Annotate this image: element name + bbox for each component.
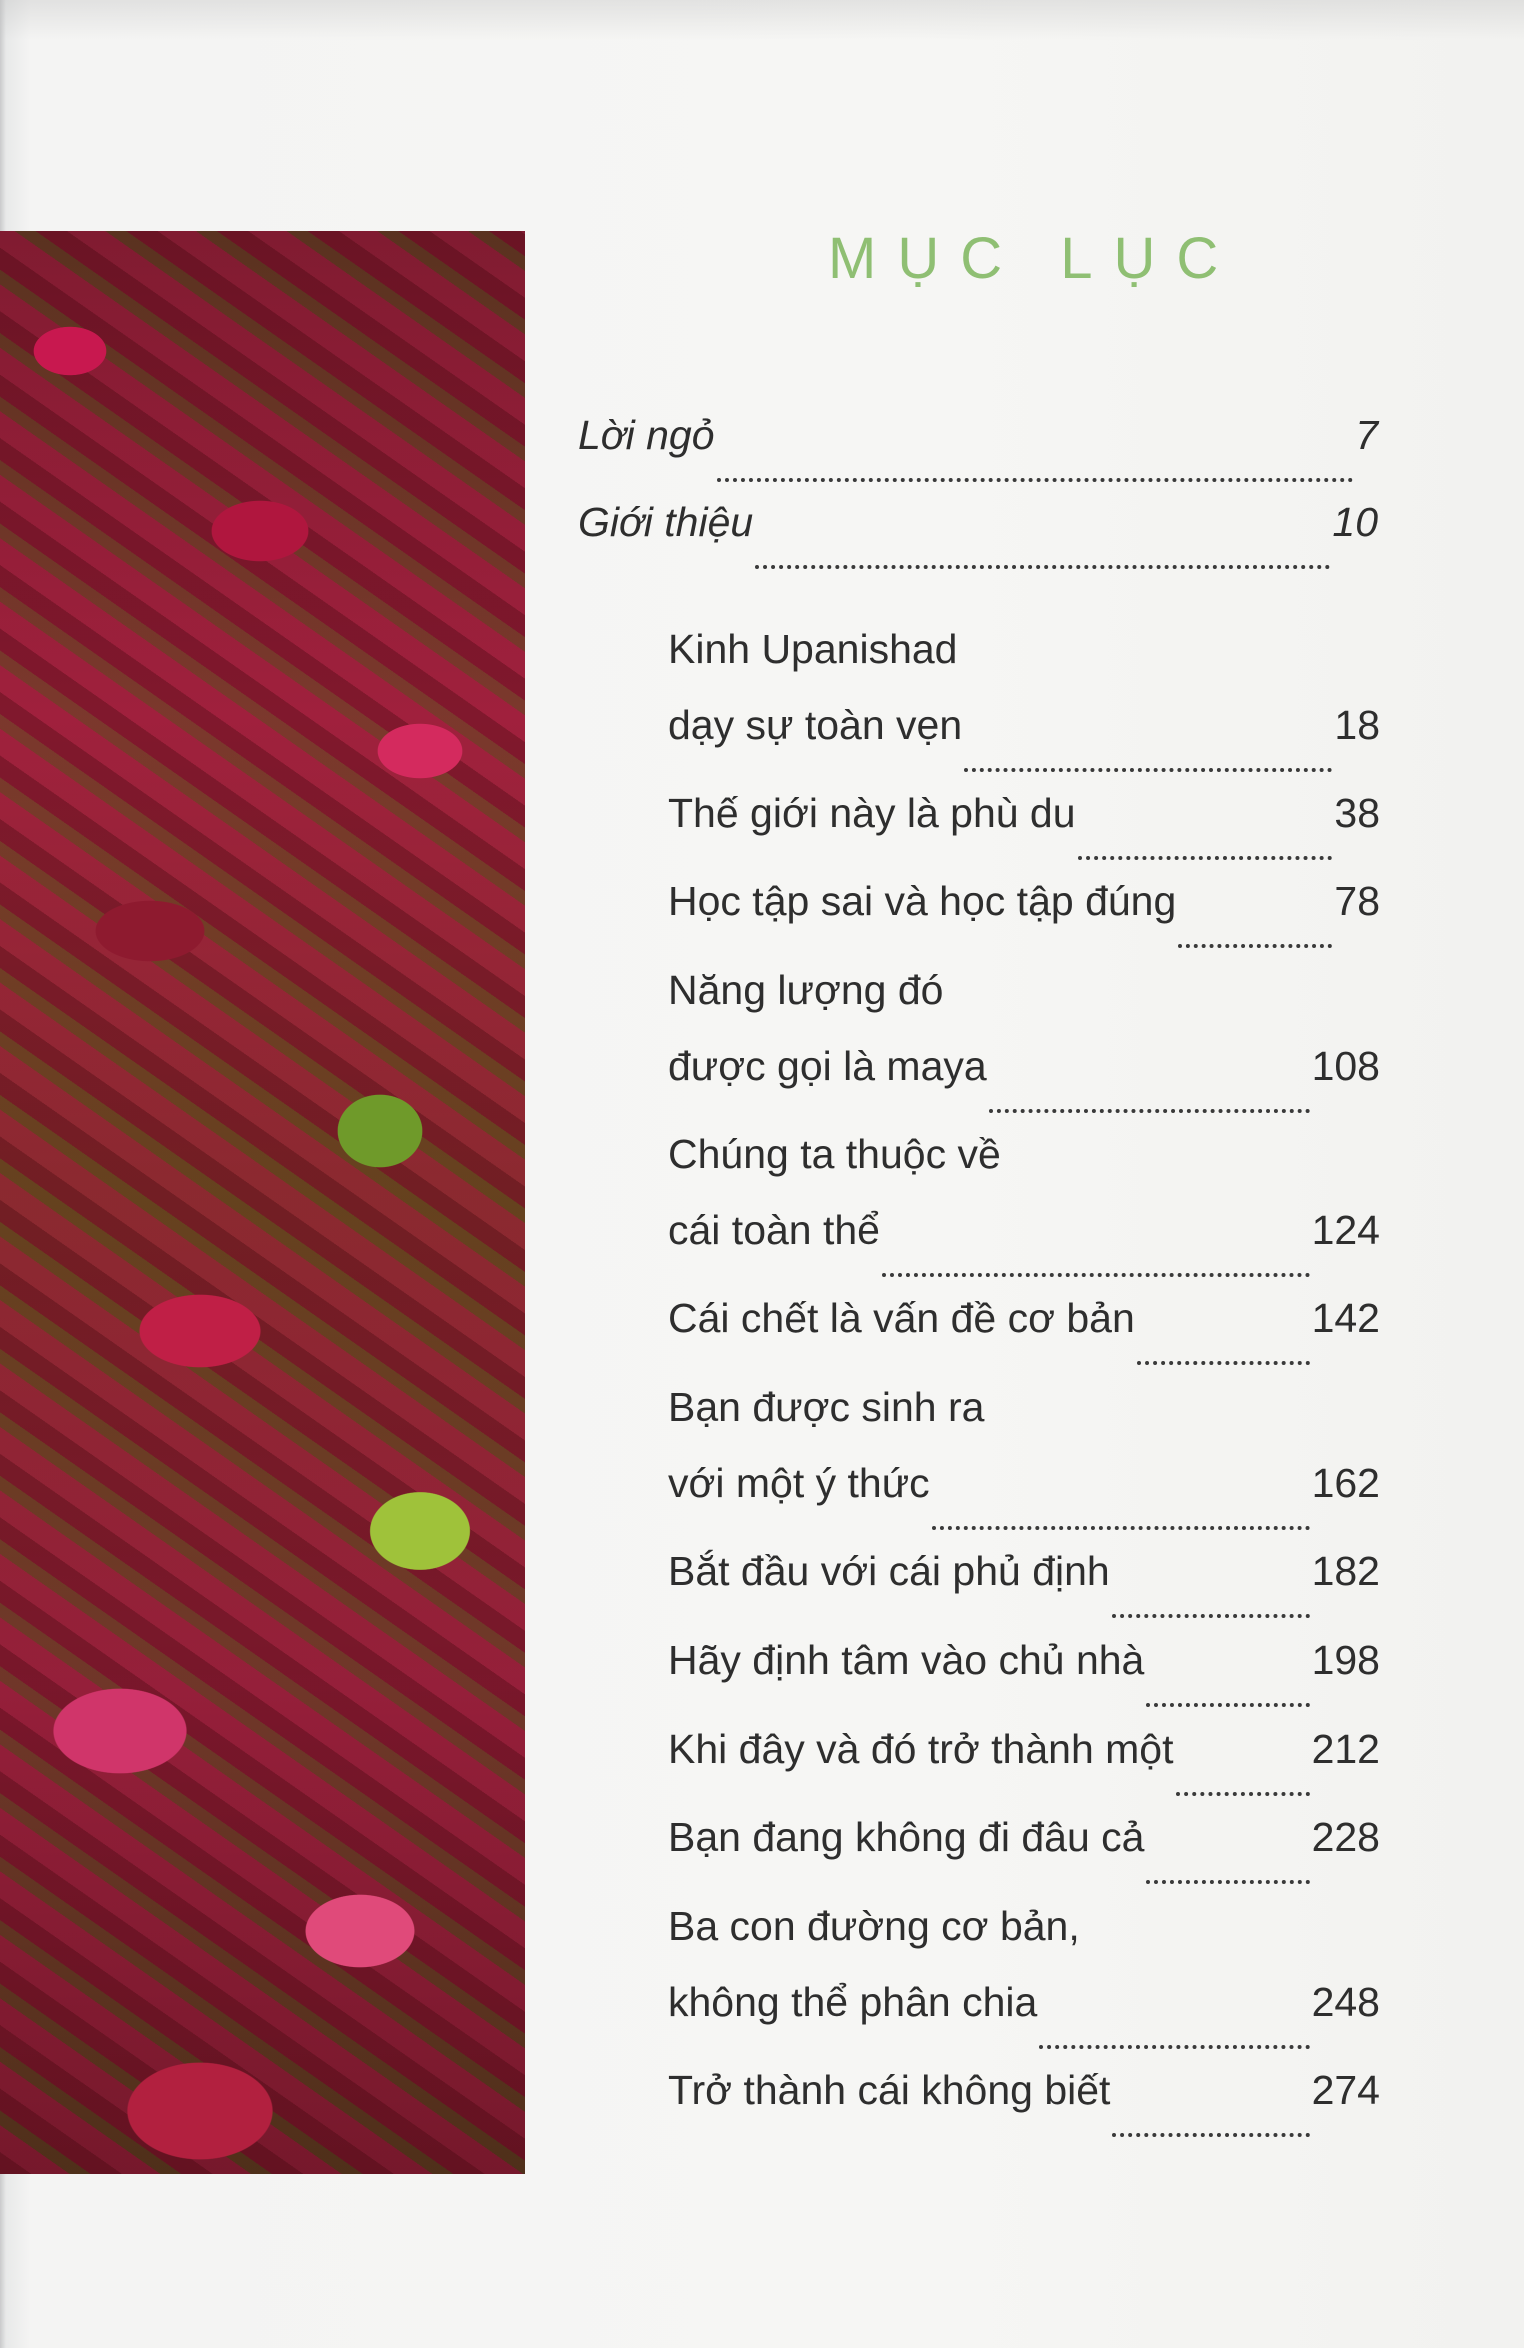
toc-entry-chapter-11[interactable] — [668, 1814, 1380, 1893]
toc-entry-front-1[interactable] — [578, 412, 1378, 491]
entry-title-line1: Kinh Upanishad — [668, 626, 958, 672]
entry-title: Hãy định tâm vào chủ nhà — [668, 1637, 1145, 1683]
dot-leader — [932, 1526, 1310, 1530]
entry-title: Khi đây và đó trở thành một — [668, 1726, 1174, 1772]
toc-entry-chapter-4[interactable] — [668, 967, 1380, 1122]
toc-entry-chapter-13[interactable] — [668, 2067, 1380, 2146]
entry-page: 274 — [1311, 2067, 1380, 2113]
entry-title: được gọi là maya — [668, 1043, 987, 1089]
entry-page: 78 — [1334, 878, 1380, 924]
entry-title-line1: Bạn được sinh ra — [668, 1384, 985, 1430]
entry-title: với một ý thức — [668, 1460, 930, 1506]
dot-leader — [1039, 2045, 1309, 2049]
entry-page: 162 — [1311, 1460, 1380, 1506]
entry-title: Giới thiệu — [578, 499, 754, 545]
toc-entry-chapter-6[interactable] — [668, 1295, 1380, 1374]
dot-leader — [1146, 1703, 1309, 1707]
dot-leader — [717, 478, 1354, 482]
dot-leader — [1078, 856, 1333, 860]
entry-page: 38 — [1334, 790, 1380, 836]
entry-page: 182 — [1311, 1548, 1380, 1594]
toc-entry-chapter-3[interactable] — [668, 878, 1380, 957]
toc-entry-chapter-2[interactable] — [668, 790, 1380, 869]
dot-leader — [1176, 1792, 1310, 1796]
entry-page: 18 — [1334, 702, 1380, 748]
entry-title: Học tập sai và học tập đúng — [668, 878, 1177, 924]
toc-entry-chapter-5[interactable] — [668, 1131, 1380, 1286]
toc-entry-chapter-1[interactable] — [668, 626, 1380, 781]
dot-leader — [882, 1273, 1310, 1277]
entry-page: 10 — [1332, 499, 1378, 545]
toc-entry-front-2[interactable] — [578, 499, 1378, 578]
entry-title-line1: Chúng ta thuộc về — [668, 1131, 1001, 1177]
dot-leader — [755, 565, 1330, 569]
toc-entry-chapter-9[interactable] — [668, 1637, 1380, 1716]
entry-title: Bắt đầu với cái phủ định — [668, 1548, 1110, 1594]
dot-leader — [1112, 2133, 1309, 2137]
dot-leader — [1112, 1614, 1310, 1618]
dot-leader — [1178, 944, 1332, 948]
entry-title-line1: Ba con đường cơ bản, — [668, 1903, 1080, 1949]
toc-heading: MỤC LỤC — [828, 226, 1240, 291]
toc-entry-chapter-7[interactable] — [668, 1384, 1380, 1539]
entry-title: Lời ngỏ — [578, 412, 715, 458]
dot-leader — [964, 768, 1332, 772]
entry-page: 198 — [1311, 1637, 1380, 1683]
entry-title: Trở thành cái không biết — [668, 2067, 1111, 2113]
entry-page: 212 — [1311, 1726, 1380, 1772]
entry-title: cái toàn thể — [668, 1207, 880, 1253]
entry-page: 108 — [1311, 1043, 1380, 1089]
dot-leader — [989, 1109, 1310, 1113]
entry-page: 124 — [1311, 1207, 1380, 1253]
entry-page: 228 — [1311, 1814, 1380, 1860]
entry-page: 248 — [1311, 1979, 1380, 2025]
toc-entry-chapter-12[interactable] — [668, 1903, 1380, 2058]
entry-title-line1: Năng lượng đó — [668, 967, 944, 1013]
entry-title: Thế giới này là phù du — [668, 790, 1076, 836]
dot-leader — [1137, 1361, 1310, 1365]
entry-page: 7 — [1355, 412, 1378, 458]
page-top-shadow — [0, 0, 1524, 40]
dot-leader — [1146, 1880, 1309, 1884]
entry-page: 142 — [1311, 1295, 1380, 1341]
entry-title: Bạn đang không đi đâu cả — [668, 1814, 1145, 1860]
toc-entry-chapter-10[interactable] — [668, 1726, 1380, 1805]
toc-entry-chapter-8[interactable] — [668, 1548, 1380, 1627]
leaf-photo — [0, 231, 525, 2174]
entry-title: Cái chết là vấn đề cơ bản — [668, 1295, 1135, 1341]
entry-title: không thể phân chia — [668, 1979, 1038, 2025]
entry-title: dạy sự toàn vẹn — [668, 702, 963, 748]
